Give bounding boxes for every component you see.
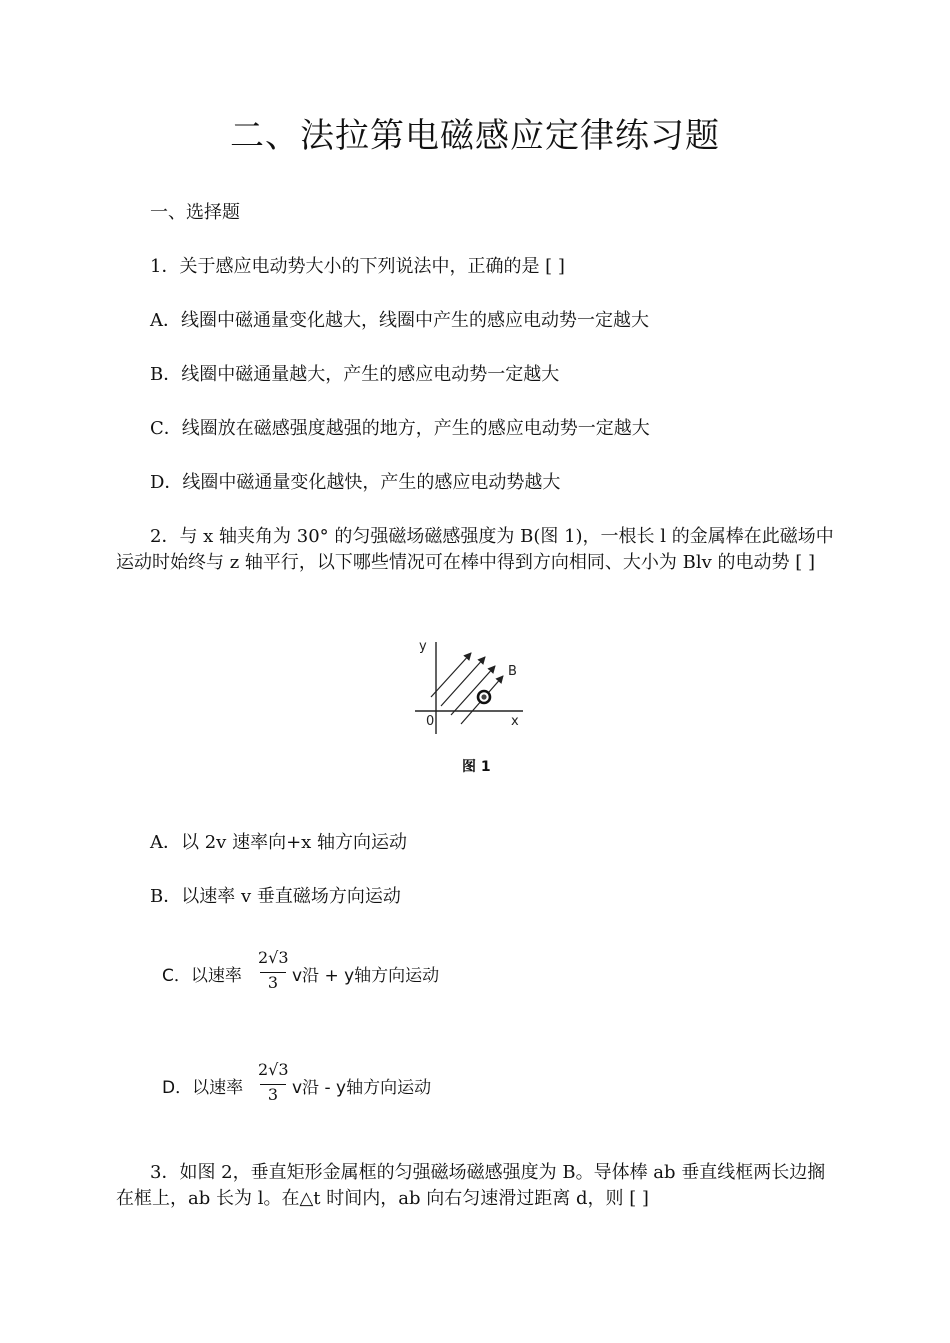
question-2-option-b: B．以速率 v 垂直磁场方向运动 <box>150 886 401 907</box>
x-axis-label: x <box>511 714 519 729</box>
question-1-option-a: A．线圈中磁通量变化越大，线圈中产生的感应电动势一定越大 <box>150 310 649 331</box>
y-axis-label: y <box>419 639 427 654</box>
fraction-denominator: 3 <box>267 973 279 992</box>
option-d-prefix: D．以速率 <box>162 1078 244 1098</box>
section-heading: 一、选择题 <box>150 202 240 223</box>
question-2-stem: 2．与 x 轴夹角为 30° 的匀强磁场磁感强度为 B(图 1)，一根长 l 的金属棒在此磁场中运动时始终与 z 轴平行，以下哪些情况可在棒中得到方向相同、大小为 Blv 的电动势 [ ] <box>116 526 834 573</box>
fraction-numerator: 2√3 <box>258 1060 289 1079</box>
question-2-option-a: A．以 2v 速率向+x 轴方向运动 <box>150 832 408 853</box>
field-label: B <box>508 664 517 679</box>
origin-label: 0 <box>426 714 435 729</box>
figure-1-diagram <box>405 630 540 742</box>
rod-cross-section-core <box>481 694 486 699</box>
question-1-option-b: B．线圈中磁通量越大，产生的感应电动势一定越大 <box>150 364 560 385</box>
option-d-suffix: v沿 - y轴方向运动 <box>292 1078 432 1098</box>
question-1-option-c: C．线圈放在磁感强度越强的地方，产生的感应电动势一定越大 <box>150 418 650 439</box>
figure-1-caption: 图 1 <box>462 759 491 775</box>
question-1-stem: 1．关于感应电动势大小的下列说法中，正确的是 [ ] <box>150 256 565 277</box>
question-2-option-c <box>162 948 482 1000</box>
question-2-option-d <box>162 1060 482 1112</box>
option-c-suffix: v沿 + y轴方向运动 <box>292 966 440 986</box>
question-1-option-d: D．线圈中磁通量变化越快，产生的感应电动势越大 <box>150 472 561 493</box>
field-arrow <box>431 653 471 697</box>
question-3-stem: 3．如图 2，垂直矩形金属框的匀强磁场磁感强度为 B。导体棒 ab 垂直线框两长边搁在框上，ab 长为 l。在△t 时间内，ab 向右匀速滑过距离 d，则 [ ] <box>116 1162 826 1209</box>
option-c-prefix: C．以速率 <box>162 966 242 986</box>
option-c-fraction <box>258 948 288 998</box>
page-title: 二、法拉第电磁感应定律练习题 <box>230 116 720 156</box>
option-d-fraction <box>258 1060 288 1110</box>
field-arrow <box>451 666 495 715</box>
fraction-numerator: 2√3 <box>258 948 289 967</box>
fraction-denominator: 3 <box>267 1085 279 1104</box>
